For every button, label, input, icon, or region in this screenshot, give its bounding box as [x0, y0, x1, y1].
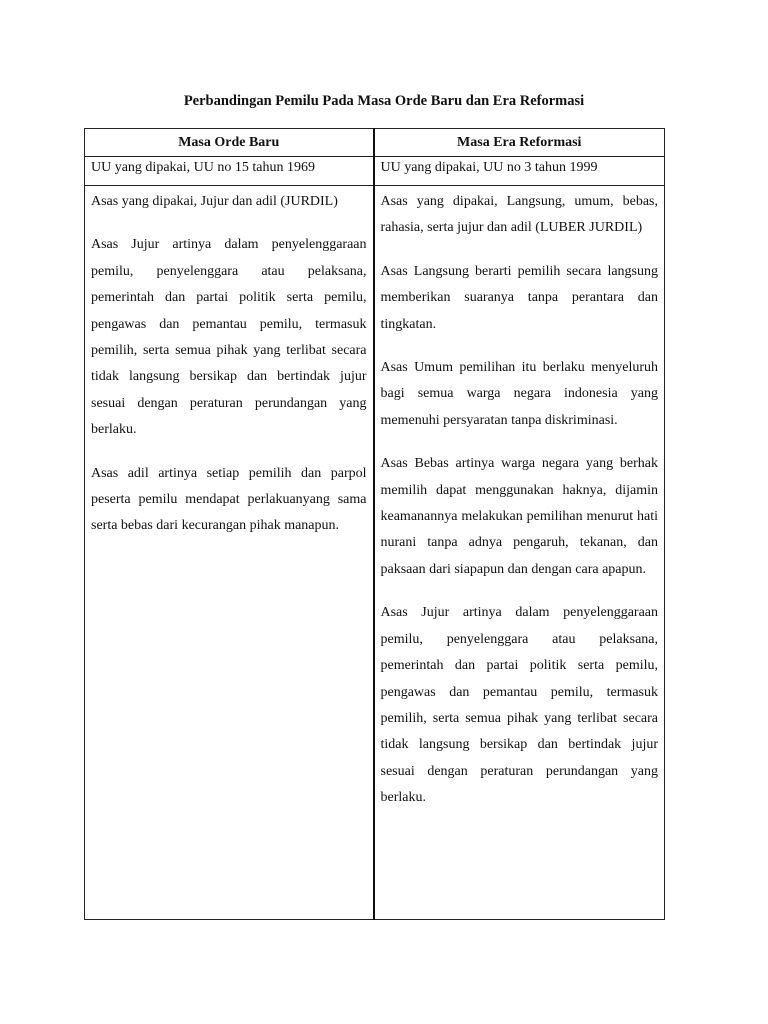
paragraph-asas-jujur-orde-baru: Asas Jujur artinya dalam penyelenggaraan pemilu, penyelenggara atau pelaksana, pemerintah dan partai politik serta pemilu, pengawas dan pemantau pemilu, termasuk pemilih, serta semua pihak yang terlibat secara tidak langsung bersikap dan bertindak jujur sesuai dengan peraturan perundangan yang berlaku. [91, 237, 367, 438]
cell-reformasi-principles [374, 186, 665, 920]
paragraph-asas-jujur-reformasi: Asas Jujur artinya dalam penyelenggaraan pemilu, penyelenggara atau pelaksana, pemerintah dan partai politik serta pemilu, pengawas dan pemantau pemilu, termasuk pemilih, serta semua pihak yang terlibat secara tidak langsung bersikap dan bertindak jujur sesuai dengan peraturan perundangan yang berlaku. [380, 605, 658, 806]
paragraph-asas-bebas: Asas Bebas artinya warga negara yang berhak memilih dapat menggunakan haknya, dijamin keamanannya melakukan pemilihan menurut hati nurani tanpa adnya pengaruh, tekanan, dan paksaan dari siapapun dan dengan cara apapun. [380, 456, 658, 577]
cell-orde-baru-principles [85, 186, 374, 920]
header-era-reformasi: Masa Era Reformasi [374, 129, 665, 157]
law-era-reformasi: UU yang dipakai, UU no 3 tahun 1999 [374, 157, 665, 186]
paragraph-asas-adil-orde-baru: Asas adil artinya setiap pemilih dan parpol peserta pemilu mendapat perlakuanyang sama serta bebas dari kecurangan pihak manapun. [91, 465, 367, 534]
paragraph-asas-umum: Asas Umum pemilihan itu berlaku menyeluruh bagi semua warga negara indonesia yang memenuhi persyaratan tanpa diskriminasi. [380, 360, 658, 428]
table-header-row [85, 129, 665, 157]
table-row-law [85, 157, 665, 186]
paragraph-asas-langsung: Asas Langsung berarti pemilih secara langsung memberikan suaranya tanpa perantara dan tingkatan. [380, 263, 658, 332]
law-orde-baru: UU yang dipakai, UU no 15 tahun 1969 [85, 157, 374, 186]
header-orde-baru: Masa Orde Baru [85, 129, 374, 157]
principles-orde-baru: Asas yang dipakai, Jujur dan adil (JURDIL) [91, 194, 338, 209]
principles-reformasi: Asas yang dipakai, Langsung, umum, bebas, rahasia, serta jujur dan adil (LUBER JURDIL) [380, 194, 658, 236]
table-row-principles [85, 186, 665, 920]
document-title: Perbandingan Pemilu Pada Masa Orde Baru dan Era Reformasi [183, 93, 585, 109]
comparison-table [84, 128, 665, 920]
